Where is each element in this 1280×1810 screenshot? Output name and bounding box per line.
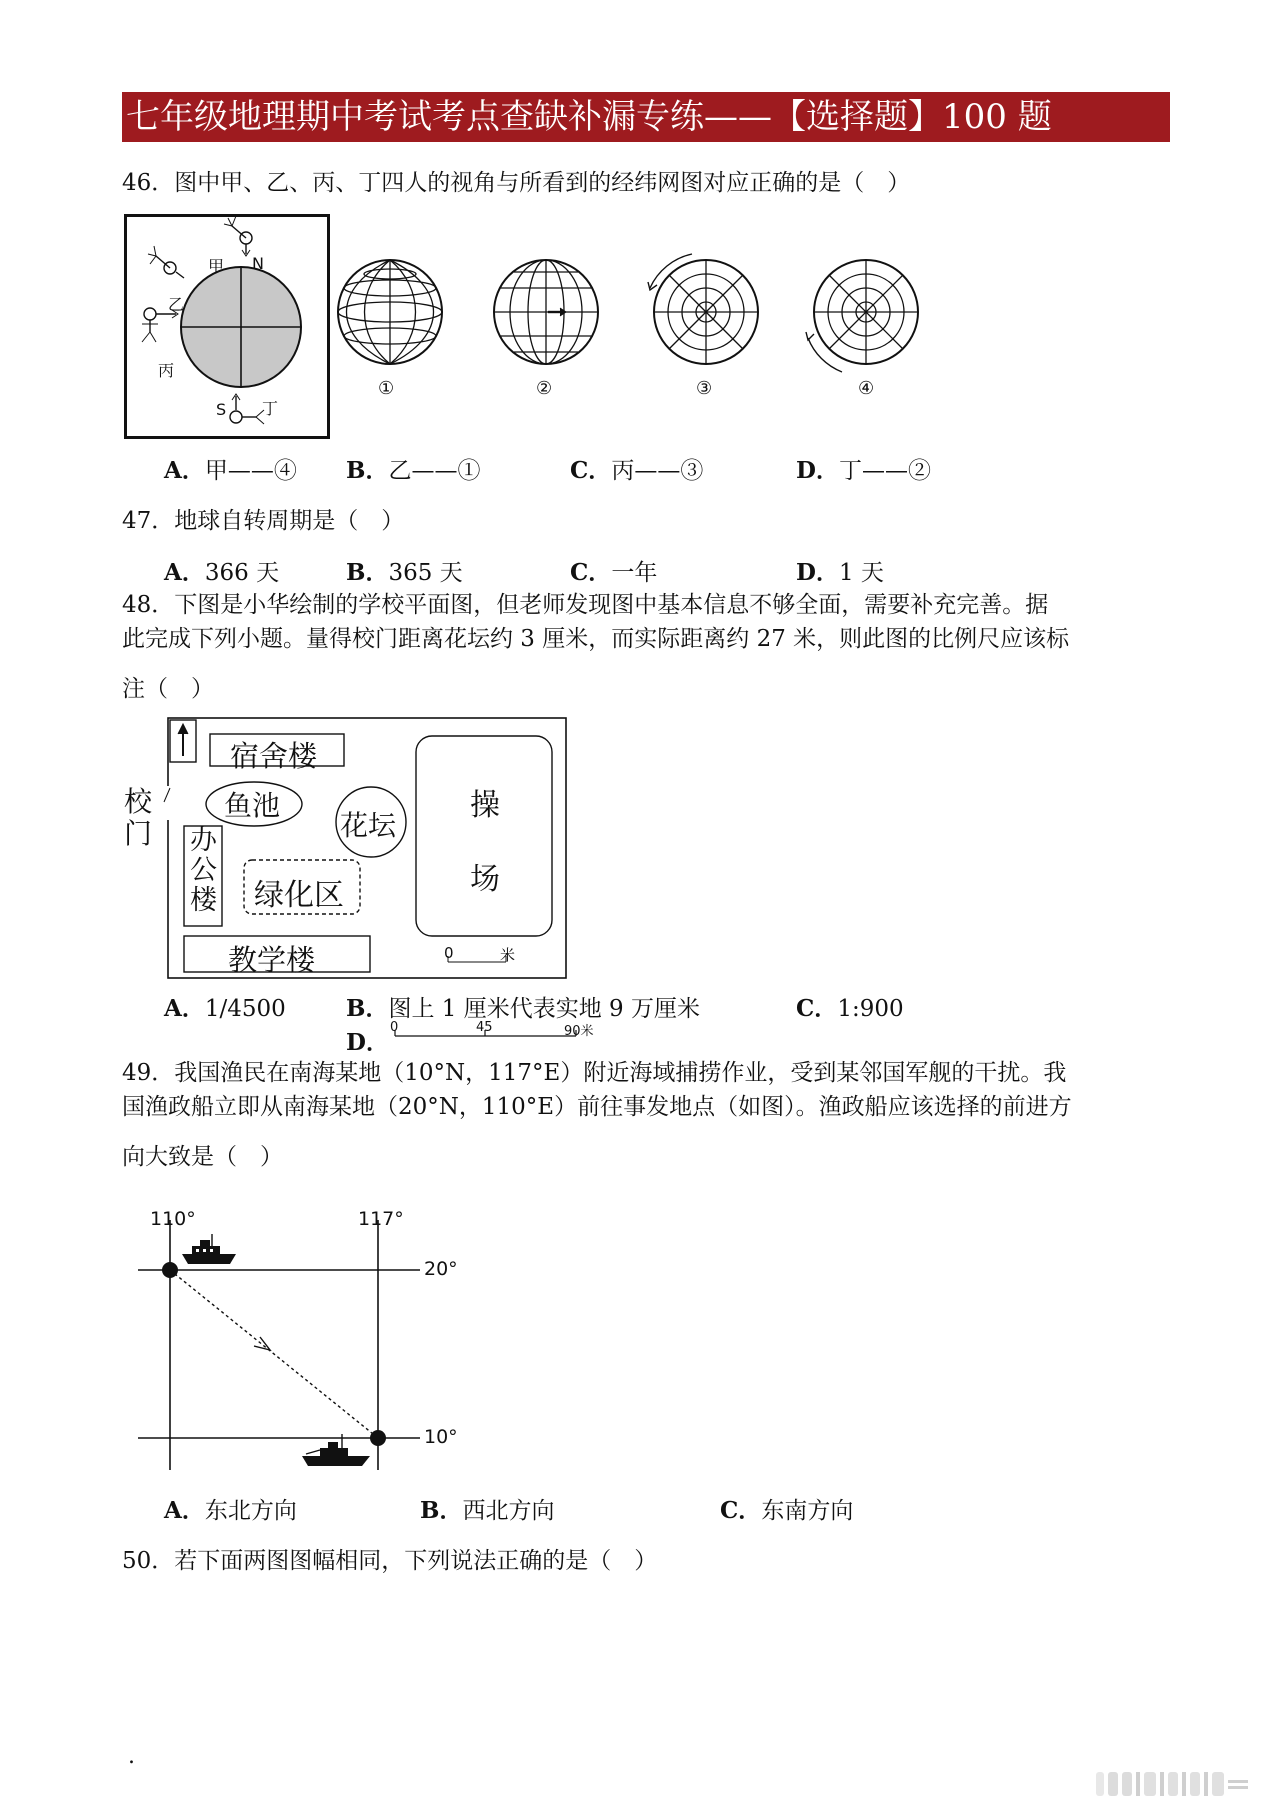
option-text: 一年: [611, 560, 658, 586]
fishpond-label: 鱼池: [224, 789, 281, 822]
option-letter: C．: [796, 995, 838, 1022]
q49-option-b[interactable]: [420, 1492, 554, 1525]
q46-option-c[interactable]: [570, 452, 703, 485]
option-text: 乙——①: [388, 458, 481, 484]
option-text: 丁——②: [838, 458, 931, 484]
option-text: 1/4500: [204, 996, 286, 1022]
option-letter: A．: [164, 1497, 205, 1524]
option-letter: D．: [346, 1029, 389, 1056]
globe-2-label: ②: [536, 378, 553, 399]
option-letter: B．: [346, 457, 389, 484]
q49-stem-line-1: 49．我国渔民在南海某地（10°N，117°E）附近海域捕捞作业，受到某邻国军舰的干扰。我: [122, 1060, 1067, 1086]
barcode-watermark-icon: [1096, 1770, 1266, 1800]
lat-20-label: 20°: [424, 1258, 458, 1280]
globe-1-figure: [336, 258, 444, 366]
office-label-2: 公: [190, 855, 217, 886]
option-text: 1 天: [838, 560, 884, 586]
q47-option-a[interactable]: [164, 554, 279, 587]
option-text: 366 天: [204, 560, 280, 586]
option-text: 1:900: [837, 996, 904, 1022]
option-letter: A．: [164, 559, 205, 586]
option-text: 甲——④: [204, 458, 297, 484]
person-jia-label: 甲: [208, 257, 225, 276]
option-text: 东南方向: [761, 1498, 854, 1524]
gate-label-2: 门: [124, 817, 153, 850]
globe-4-label: ④: [858, 378, 875, 399]
option-letter: A．: [164, 995, 205, 1022]
option-letter: C．: [570, 457, 612, 484]
playground-label-1: 操: [470, 788, 500, 823]
globe-3-label: ③: [696, 378, 713, 399]
destination-point-icon: [370, 1430, 386, 1446]
q49-route-map: [130, 1210, 470, 1470]
north-pole-label: N: [252, 254, 264, 273]
q49-option-c[interactable]: [720, 1492, 853, 1525]
office-label-3: 楼: [190, 885, 217, 916]
person-yi-label: 乙: [168, 295, 185, 314]
option-text: 图上 1 厘米代表实地 9 万厘米: [388, 996, 700, 1022]
lon-110-label: 110°: [150, 1208, 196, 1230]
option-text: 365 天: [388, 560, 463, 586]
option-letter: C．: [720, 1497, 762, 1524]
option-text: 西北方向: [462, 1498, 555, 1524]
q49-stem-line-2: 国渔政船立即从南海某地（20°N，110°E）前往事发地点（如图）。渔政船应该选择的前进方: [122, 1094, 1072, 1120]
q48-stem-line-2: 此完成下列小题。量得校门距离花坛约 3 厘米，而实际距离约 27 米，则此图的比例尺应该标: [122, 626, 1070, 652]
q48-option-c[interactable]: [796, 990, 904, 1023]
q46-view-diagram: [124, 214, 332, 442]
scale-tick-45: 45: [476, 1020, 493, 1035]
school-plan-map: [120, 716, 570, 982]
footer-dot: .: [128, 1744, 135, 1769]
scale-tick-0: 0: [390, 1020, 399, 1035]
lon-117-label: 117°: [358, 1208, 404, 1230]
globe-3-figure: [652, 258, 760, 366]
q46-stem: 46．图中甲、乙、丙、丁四人的视角与所看到的经纬网图对应正确的是（ ）: [122, 170, 911, 196]
south-pole-label: S: [216, 400, 227, 419]
option-letter: B．: [420, 1497, 463, 1524]
q47-stem: 47．地球自转周期是（ ）: [122, 508, 405, 534]
office-label-1: 办: [190, 825, 217, 856]
q49-stem-line-3: 向大致是（ ）: [122, 1144, 283, 1170]
flowerbed-label: 花坛: [340, 809, 397, 842]
option-letter: A．: [164, 457, 205, 484]
fishery-ship-icon: [182, 1234, 236, 1264]
q46-option-a[interactable]: [164, 452, 297, 485]
option-letter: D．: [796, 559, 839, 586]
warship-icon: [302, 1434, 370, 1466]
globe-4-figure: [812, 258, 920, 366]
banner-title: 七年级地理期中考试考点查缺补漏专练——【选择题】100 题: [122, 92, 1170, 142]
person-ding-icon: [230, 394, 264, 424]
globe-2-figure: [492, 258, 600, 366]
start-point-icon: [162, 1262, 178, 1278]
option-letter: B．: [346, 559, 389, 586]
person-bing-label: 丙: [158, 361, 175, 380]
map-scale-zero: 0: [444, 944, 454, 962]
person-jia-icon: [224, 216, 252, 256]
q49-option-a[interactable]: [164, 1492, 297, 1525]
q47-option-c[interactable]: [570, 554, 657, 587]
q47-option-d[interactable]: [796, 554, 884, 587]
q47-option-b[interactable]: [346, 554, 463, 587]
q46-option-d[interactable]: [796, 452, 931, 485]
playground-label-2: 场: [470, 862, 500, 897]
map-scale-unit: 米: [500, 946, 516, 964]
option-letter: D．: [796, 457, 839, 484]
dormitory-label: 宿舍楼: [230, 739, 318, 773]
person-yi-icon: [148, 246, 184, 278]
green-area-label: 绿化区: [254, 878, 344, 913]
lat-10-label: 10°: [424, 1426, 458, 1448]
option-letter: B．: [346, 995, 389, 1022]
scale-tick-90: 90米: [564, 1024, 594, 1039]
globe-1-label: ①: [378, 378, 395, 399]
q48-stem-line-3: 注（ ）: [122, 676, 214, 702]
q48-stem-line-1: 48．下图是小华绘制的学校平面图，但老师发现图中基本信息不够全面，需要补充完善。据: [122, 592, 1049, 618]
option-text: 丙——③: [611, 458, 704, 484]
option-text: 东北方向: [204, 1498, 297, 1524]
q46-option-b[interactable]: [346, 452, 480, 485]
option-letter: C．: [570, 559, 612, 586]
gate-label-1: 校: [124, 785, 153, 818]
q48-option-a[interactable]: [164, 990, 286, 1023]
person-ding-label: 丁: [262, 399, 279, 418]
q50-stem: 50．若下面两图图幅相同，下列说法正确的是（ ）: [122, 1548, 658, 1574]
q48-option-d[interactable]: [346, 1024, 389, 1057]
teaching-building-label: 教学楼: [228, 943, 316, 977]
